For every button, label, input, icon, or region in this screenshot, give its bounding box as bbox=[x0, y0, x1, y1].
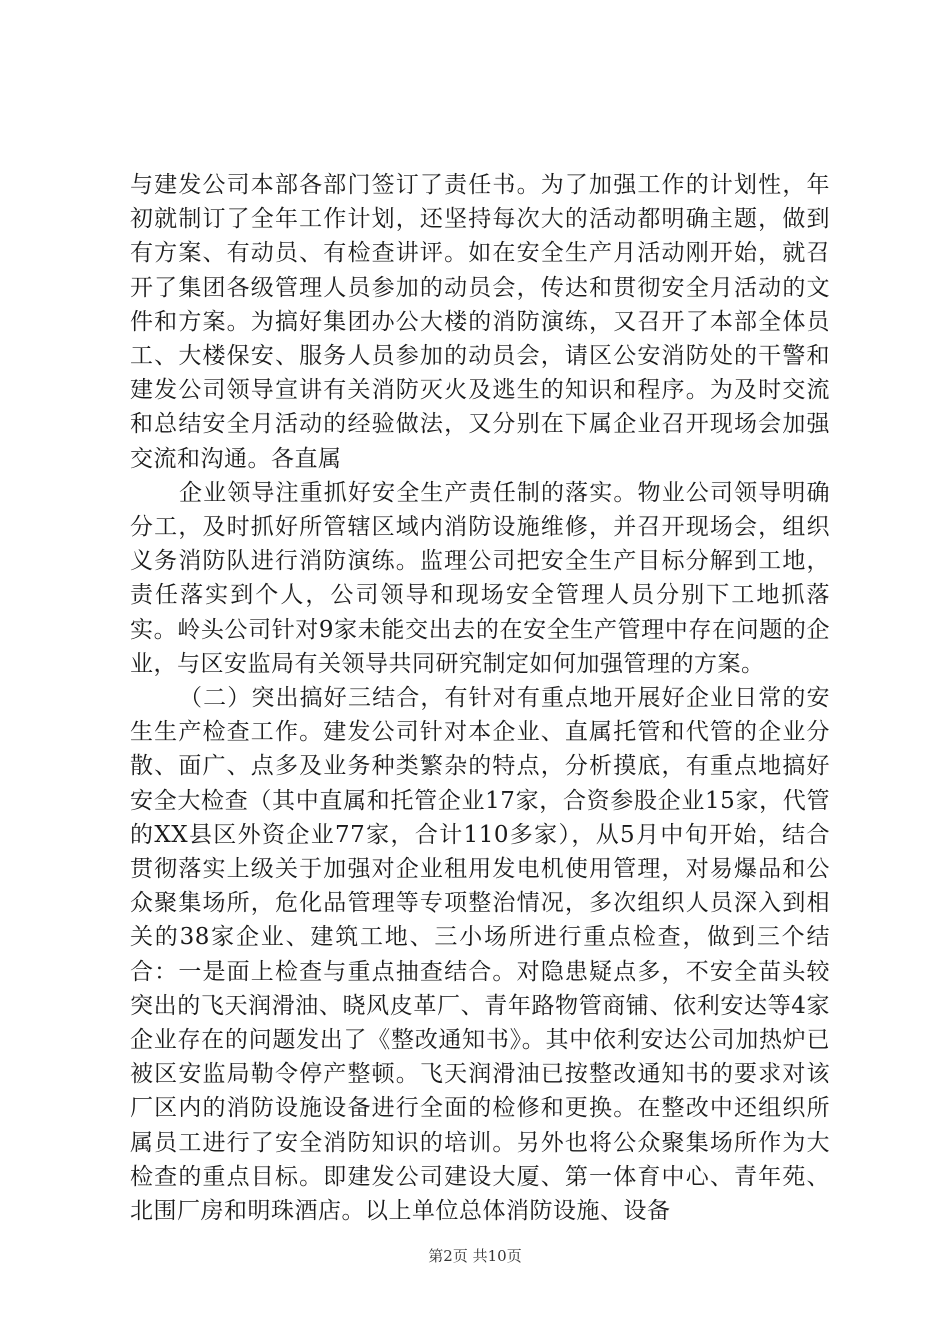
document-body bbox=[130, 168, 830, 1228]
page-number-footer: 第2页 共10页 bbox=[428, 1247, 522, 1265]
paragraph-3: （二）突出搞好三结合，有针对有重点地开展好企业日常的安生生产检查工作。建发公司针对本企业、直属托管和代管的企业分散、面广、点多及业务种类繁杂的特点，分析摸底，有重点地搞好安全大检查（其中直属和托管企业17家，合资参股企业15家，代管的XX县区外资企业77家，合计110多家），从5月中旬开始，结合贯彻落实上级关于加强对企业租用发电机使用管理，对易爆品和公众聚集场所，危化品管理等专项整治情况，多次组织人员深入到相关的38家企业、建筑工地、三小场所进行重点检查，做到三个结合：一是面上检查与重点抽查结合。对隐患疑点多，不安全苗头较突出的飞天润滑油、晓风皮革厂、青年路物管商铺、依利安达等4家企业存在的问题发出了《整改通知书》。其中依利安达公司加热炉已被区安监局勒令停产整顿。飞天润滑油已按整改通知书的要求对该厂区内的消防设施设备进行全面的检修和更换。在整改中还组织所属员工进行了安全消防知识的培训。另外也将公众聚集场所作为大检查的重点目标。即建发公司建设大厦、第一体育中心、青年苑、北围厂房和明珠酒店。以上单位总体消防设施、设备 bbox=[130, 685, 830, 1225]
paragraph-2: 企业领导注重抓好安全生产责任制的落实。物业公司领导明确分工，及时抓好所管辖区域内消防设施维修，并召开现场会，组织义务消防队进行消防演练。监理公司把安全生产目标分解到工地，责任落实到个人，公司领导和现场安全管理人员分别下工地抓落实。岭头公司针对9家未能交出去的在安全生产管理中存在问题的企业，与区安监局有关领导共同研究制定如何加强管理的方案。 bbox=[130, 479, 830, 677]
paragraph-1: 与建发公司本部各部门签订了责任书。为了加强工作的计划性，年初就制订了全年工作计划，还坚持每次大的活动都明确主题，做到有方案、有动员、有检查讲评。如在安全生产月活动刚开始，就召开了集团各级管理人员参加的动员会，传达和贯彻安全月活动的文件和方案。为搞好集团办公大楼的消防演练，又召开了本部全体员工、大楼保安、服务人员参加的动员会，请区公安消防处的干警和建发公司领导宣讲有关消防灭火及逃生的知识和程序。为及时交流和总结安全月活动的经验做法，又分别在下属企业召开现场会加强交流和沟通。各直属 bbox=[130, 172, 830, 472]
